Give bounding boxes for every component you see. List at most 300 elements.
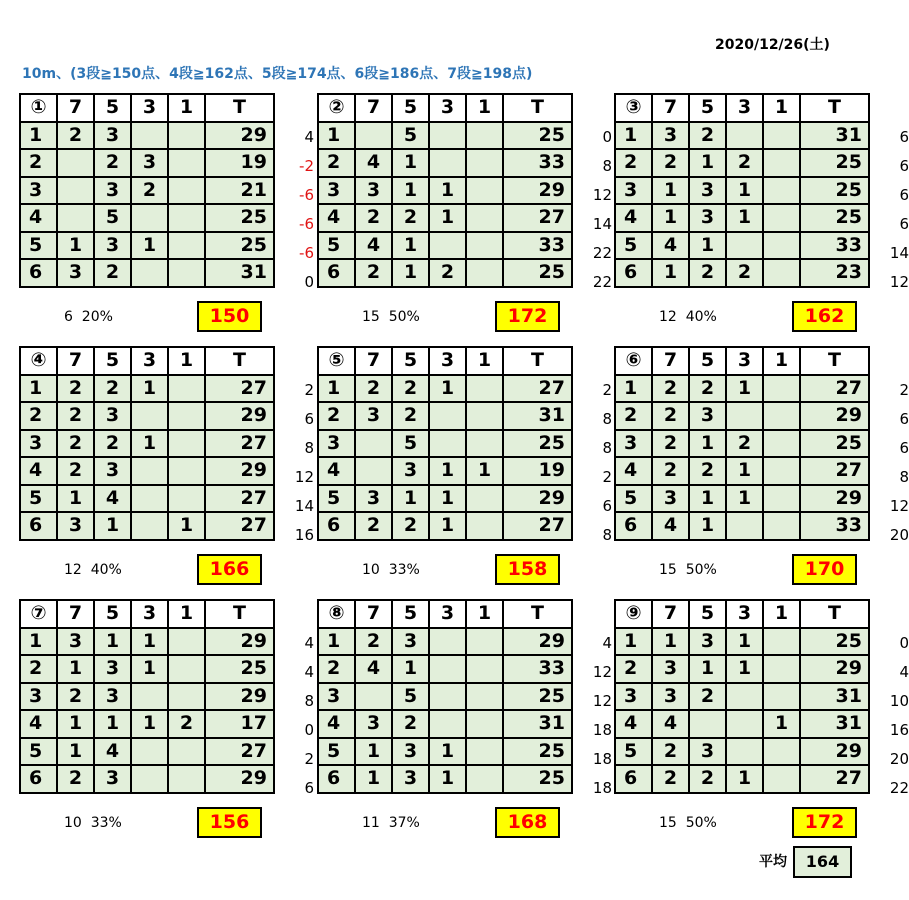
column-header: 1: [763, 347, 800, 375]
column-header: 7: [57, 347, 94, 375]
score-count: 2: [726, 259, 763, 287]
score-count: [429, 149, 466, 177]
score-count: 1: [131, 232, 168, 260]
end-number: 2: [20, 655, 57, 683]
column-header: 5: [392, 600, 429, 628]
end-total: 25: [800, 628, 869, 656]
table-row: [615, 232, 869, 260]
score-count: 3: [689, 402, 726, 430]
end-total: 29: [503, 628, 572, 656]
score-count: 1: [94, 512, 131, 540]
column-header: 1: [763, 600, 800, 628]
score-count: [763, 485, 800, 513]
table-row: [20, 738, 274, 766]
score-count: 2: [392, 710, 429, 738]
hit-rate-footer: 12 40%: [64, 562, 122, 578]
score-count: [131, 485, 168, 513]
panel-number: ⑨: [615, 600, 652, 628]
score-count: 2: [168, 710, 205, 738]
score-table: [614, 346, 870, 541]
score-count: [466, 512, 503, 540]
column-header: 3: [726, 94, 763, 122]
end-total: 27: [205, 485, 274, 513]
cumulative-diff: -6: [299, 244, 314, 262]
table-row: [318, 710, 572, 738]
end-number: 3: [318, 430, 355, 458]
table-row: [615, 149, 869, 177]
end-total: 29: [503, 485, 572, 513]
column-header: T: [205, 600, 274, 628]
score-count: 1: [392, 232, 429, 260]
end-total: 27: [205, 430, 274, 458]
table-row: [20, 485, 274, 513]
header-row: [20, 600, 274, 628]
score-count: 5: [392, 430, 429, 458]
end-total: 19: [205, 149, 274, 177]
cumulative-diff: 4: [602, 634, 612, 652]
column-header: T: [503, 94, 572, 122]
score-count: 2: [652, 149, 689, 177]
table-row: [318, 204, 572, 232]
score-count: [131, 765, 168, 793]
column-header: 1: [466, 600, 503, 628]
end-number: 5: [615, 738, 652, 766]
score-count: 1: [726, 204, 763, 232]
score-count: 2: [652, 738, 689, 766]
score-count: 1: [726, 655, 763, 683]
score-count: [131, 683, 168, 711]
end-total: 25: [800, 430, 869, 458]
header-row: [318, 347, 572, 375]
cumulative-diff: 6: [304, 779, 314, 797]
score-count: [131, 457, 168, 485]
score-count: [168, 204, 205, 232]
end-total: 29: [800, 738, 869, 766]
end-total: 31: [205, 259, 274, 287]
score-count: 2: [355, 259, 392, 287]
end-total: 23: [800, 259, 869, 287]
column-header: 1: [466, 94, 503, 122]
column-header: 3: [131, 94, 168, 122]
score-count: 1: [429, 177, 466, 205]
cumulative-diff-column: [274, 376, 314, 550]
end-number: 5: [318, 738, 355, 766]
end-number: 6: [318, 512, 355, 540]
score-count: 1: [57, 738, 94, 766]
end-number: 6: [615, 259, 652, 287]
score-count: [466, 683, 503, 711]
cumulative-diff: 12: [294, 468, 314, 486]
score-count: [466, 204, 503, 232]
score-count: [355, 122, 392, 150]
score-count: 1: [392, 177, 429, 205]
score-count: 1: [131, 375, 168, 403]
table-row: [615, 485, 869, 513]
table-row: [615, 204, 869, 232]
score-count: 1: [392, 485, 429, 513]
hit-rate-footer: 12 40%: [659, 309, 717, 325]
cumulative-diff: 2: [602, 381, 612, 399]
score-table: [317, 93, 573, 288]
end-number: 3: [318, 683, 355, 711]
score-count: 3: [131, 149, 168, 177]
end-number: 1: [615, 122, 652, 150]
end-number: 6: [615, 765, 652, 793]
score-count: 3: [355, 485, 392, 513]
end-total: 33: [800, 512, 869, 540]
table-row: [318, 655, 572, 683]
table-row: [318, 683, 572, 711]
cumulative-diff: 6: [304, 410, 314, 428]
table-row: [615, 402, 869, 430]
score-count: 1: [652, 259, 689, 287]
score-panel-1: [19, 93, 314, 327]
score-count: 3: [94, 232, 131, 260]
column-header: 1: [466, 347, 503, 375]
cumulative-diff: 12: [889, 273, 909, 291]
score-count: 2: [57, 430, 94, 458]
end-number: 6: [20, 259, 57, 287]
score-count: 2: [689, 683, 726, 711]
cumulative-diff-column: [274, 629, 314, 803]
end-total: 27: [205, 738, 274, 766]
cumulative-diff-column: [572, 629, 612, 803]
table-row: [20, 628, 274, 656]
table-row: [318, 738, 572, 766]
round-total: 162: [792, 301, 857, 332]
table-row: [615, 628, 869, 656]
table-row: [318, 457, 572, 485]
score-count: 2: [94, 430, 131, 458]
end-total: 25: [205, 232, 274, 260]
round-total: 168: [495, 807, 560, 838]
score-count: 3: [94, 122, 131, 150]
cumulative-diff: 6: [899, 410, 909, 428]
end-number: 1: [20, 122, 57, 150]
hit-rate-footer: 10 33%: [64, 815, 122, 831]
column-header: 7: [652, 347, 689, 375]
round-total: 158: [495, 554, 560, 585]
cumulative-diff: 20: [889, 750, 909, 768]
table-row: [318, 375, 572, 403]
header-row: [20, 347, 274, 375]
end-number: 5: [20, 738, 57, 766]
end-number: 5: [615, 485, 652, 513]
score-count: 3: [689, 628, 726, 656]
end-total: 27: [800, 457, 869, 485]
end-total: 29: [205, 402, 274, 430]
table-row: [20, 402, 274, 430]
score-count: 1: [392, 655, 429, 683]
table-row: [20, 457, 274, 485]
score-table: [317, 346, 573, 541]
score-count: 1: [168, 512, 205, 540]
score-count: 2: [726, 149, 763, 177]
end-total: 29: [800, 485, 869, 513]
score-count: [168, 232, 205, 260]
score-count: [763, 402, 800, 430]
cumulative-diff: 10: [889, 692, 909, 710]
end-number: 4: [20, 457, 57, 485]
end-total: 25: [503, 259, 572, 287]
score-count: [168, 430, 205, 458]
cumulative-diff: 4: [304, 634, 314, 652]
score-count: [131, 512, 168, 540]
end-number: 6: [615, 512, 652, 540]
score-count: 2: [355, 375, 392, 403]
average-value: 164: [793, 846, 852, 878]
score-count: 1: [94, 628, 131, 656]
cumulative-diff: 4: [899, 663, 909, 681]
end-total: 29: [800, 402, 869, 430]
column-header: 7: [355, 94, 392, 122]
end-total: 33: [503, 655, 572, 683]
score-panel-4: [19, 346, 314, 580]
panel-number: ⑦: [20, 600, 57, 628]
table-row: [318, 430, 572, 458]
end-total: 29: [205, 628, 274, 656]
score-count: 1: [57, 710, 94, 738]
table-row: [318, 485, 572, 513]
end-number: 6: [318, 259, 355, 287]
column-header: 7: [652, 600, 689, 628]
cumulative-diff: 18: [592, 779, 612, 797]
cumulative-diff: 12: [889, 497, 909, 515]
end-number: 3: [615, 430, 652, 458]
score-count: 3: [392, 738, 429, 766]
end-number: 2: [318, 149, 355, 177]
score-count: [168, 485, 205, 513]
score-count: 2: [355, 204, 392, 232]
score-count: 2: [57, 457, 94, 485]
table-row: [318, 765, 572, 793]
column-header: 3: [429, 600, 466, 628]
panel-number: ④: [20, 347, 57, 375]
score-count: [131, 738, 168, 766]
score-count: [763, 232, 800, 260]
score-count: 1: [726, 628, 763, 656]
end-number: 3: [20, 683, 57, 711]
end-number: 1: [318, 122, 355, 150]
column-header: 5: [94, 600, 131, 628]
score-count: [763, 628, 800, 656]
end-number: 6: [318, 765, 355, 793]
score-count: 1: [392, 259, 429, 287]
cumulative-diff: 8: [602, 157, 612, 175]
end-total: 25: [503, 430, 572, 458]
end-number: 2: [318, 402, 355, 430]
column-header: 5: [689, 94, 726, 122]
hit-rate-footer: 10 33%: [362, 562, 420, 578]
score-count: 3: [689, 738, 726, 766]
cumulative-diff: 4: [304, 128, 314, 146]
score-table: [614, 93, 870, 288]
cumulative-diff: 8: [602, 439, 612, 457]
score-count: [466, 232, 503, 260]
end-total: 25: [800, 177, 869, 205]
score-count: 2: [355, 628, 392, 656]
panel-number: ①: [20, 94, 57, 122]
cumulative-diff-column: [869, 376, 909, 550]
score-count: 1: [131, 710, 168, 738]
table-row: [615, 765, 869, 793]
end-number: 4: [615, 204, 652, 232]
column-header: T: [205, 347, 274, 375]
score-count: 1: [429, 512, 466, 540]
score-count: 1: [131, 628, 168, 656]
score-table: [317, 599, 573, 794]
table-row: [318, 232, 572, 260]
score-count: 1: [652, 177, 689, 205]
score-count: 1: [763, 710, 800, 738]
end-number: 3: [318, 177, 355, 205]
score-count: 1: [355, 738, 392, 766]
score-count: [466, 430, 503, 458]
score-count: [429, 402, 466, 430]
end-number: 3: [20, 177, 57, 205]
column-header: 5: [689, 347, 726, 375]
score-count: [355, 430, 392, 458]
score-table: [19, 599, 275, 794]
score-count: [131, 259, 168, 287]
end-total: 27: [503, 512, 572, 540]
score-count: 1: [57, 232, 94, 260]
score-count: [429, 628, 466, 656]
end-total: 25: [205, 204, 274, 232]
cumulative-diff: 8: [304, 692, 314, 710]
table-row: [615, 512, 869, 540]
score-count: [131, 402, 168, 430]
score-count: [689, 710, 726, 738]
cumulative-diff-column: [572, 123, 612, 297]
score-count: 3: [652, 683, 689, 711]
score-count: [168, 683, 205, 711]
score-table: [19, 346, 275, 541]
column-header: T: [503, 600, 572, 628]
table-row: [318, 512, 572, 540]
score-count: [466, 485, 503, 513]
cumulative-diff: 22: [592, 273, 612, 291]
cumulative-diff: 0: [602, 128, 612, 146]
score-count: [726, 122, 763, 150]
score-count: [168, 765, 205, 793]
table-row: [318, 402, 572, 430]
score-count: [57, 177, 94, 205]
cumulative-diff: 8: [304, 439, 314, 457]
score-count: 2: [689, 259, 726, 287]
score-count: [466, 122, 503, 150]
cumulative-diff: 6: [899, 215, 909, 233]
round-total: 172: [792, 807, 857, 838]
cumulative-diff: 12: [592, 692, 612, 710]
average-label: 平均: [759, 854, 787, 870]
end-number: 4: [20, 204, 57, 232]
score-count: [466, 149, 503, 177]
table-row: [318, 149, 572, 177]
column-header: 7: [355, 347, 392, 375]
score-count: [168, 655, 205, 683]
column-header: 3: [429, 94, 466, 122]
column-header: 7: [355, 600, 392, 628]
score-count: 4: [355, 232, 392, 260]
panel-number: ③: [615, 94, 652, 122]
header-row: [615, 347, 869, 375]
score-count: [763, 122, 800, 150]
cumulative-diff: 2: [602, 468, 612, 486]
hit-rate-footer: 11 37%: [362, 815, 420, 831]
panel-number: ⑤: [318, 347, 355, 375]
score-count: 4: [652, 232, 689, 260]
end-total: 25: [503, 683, 572, 711]
score-count: [429, 655, 466, 683]
score-count: 4: [94, 738, 131, 766]
score-count: 2: [726, 430, 763, 458]
end-total: 29: [205, 457, 274, 485]
score-count: 2: [94, 259, 131, 287]
round-total: 150: [197, 301, 262, 332]
round-total: 170: [792, 554, 857, 585]
score-count: 1: [689, 232, 726, 260]
table-row: [318, 122, 572, 150]
score-count: 1: [131, 655, 168, 683]
end-number: 6: [20, 765, 57, 793]
score-count: 1: [726, 485, 763, 513]
score-count: [131, 204, 168, 232]
table-row: [318, 259, 572, 287]
score-count: 2: [652, 457, 689, 485]
end-number: 3: [615, 683, 652, 711]
score-panel-5: [317, 346, 612, 580]
score-count: 3: [94, 655, 131, 683]
score-count: 3: [94, 402, 131, 430]
cumulative-diff: 2: [304, 750, 314, 768]
table-row: [615, 259, 869, 287]
end-total: 29: [503, 177, 572, 205]
end-number: 1: [20, 375, 57, 403]
table-row: [615, 683, 869, 711]
end-number: 2: [20, 149, 57, 177]
end-number: 4: [20, 710, 57, 738]
score-count: [726, 710, 763, 738]
cumulative-diff-column: [274, 123, 314, 297]
end-number: 2: [615, 149, 652, 177]
score-count: [726, 402, 763, 430]
column-header: 7: [57, 94, 94, 122]
score-count: 2: [652, 430, 689, 458]
cumulative-diff: 4: [304, 663, 314, 681]
column-header: T: [800, 600, 869, 628]
score-count: [429, 232, 466, 260]
panel-number: ⑧: [318, 600, 355, 628]
cumulative-diff: 0: [304, 721, 314, 739]
end-total: 25: [503, 765, 572, 793]
score-count: 1: [429, 204, 466, 232]
score-count: 2: [57, 683, 94, 711]
cumulative-diff: 8: [602, 410, 612, 428]
end-number: 4: [615, 457, 652, 485]
score-count: 3: [94, 765, 131, 793]
column-header: T: [800, 347, 869, 375]
column-header: 5: [94, 94, 131, 122]
column-header: 7: [652, 94, 689, 122]
score-count: 3: [689, 177, 726, 205]
end-total: 33: [800, 232, 869, 260]
header-row: [615, 94, 869, 122]
cumulative-diff: 16: [889, 721, 909, 739]
cumulative-diff: 8: [602, 526, 612, 544]
score-count: [763, 177, 800, 205]
score-count: 1: [392, 149, 429, 177]
